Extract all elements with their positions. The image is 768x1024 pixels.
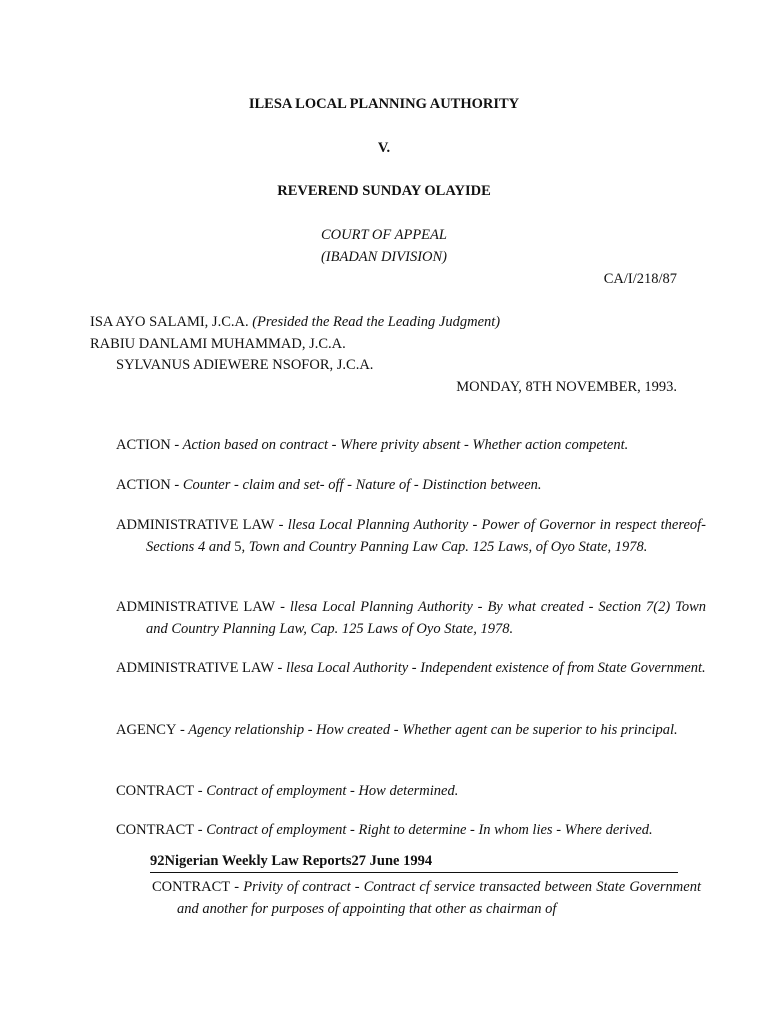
catchword-entry [116, 514, 706, 558]
judge-3: SYLVANUS ADIEWERE NSOFOR, J.C.A. [116, 357, 374, 373]
court-name: COURT OF APPEAL [321, 227, 447, 243]
entry-heading: ADMINISTRATIVE LAW [116, 660, 274, 676]
entry-heading: ADMINISTRATIVE LAW [116, 517, 275, 533]
entry-heading: ACTION [116, 477, 171, 493]
catchword-entry [116, 719, 706, 741]
entry-text: - llesa Local Planning Authority - Power of Governor in respect thereof- Sections 4 and [146, 517, 706, 555]
entry-heading: CONTRACT [152, 879, 231, 895]
header-rule [150, 872, 678, 873]
catchword-entry [116, 657, 706, 679]
entry-text: - llesa Local Planning Authority - By what created - Section 7(2) Town and Country Planning Law, Cap. 125 Laws of Oyo State, 1978. [146, 599, 706, 637]
entry-text: - Agency relationship - How created - Whether agent can be superior to his principal. [176, 722, 678, 738]
running-header: 92Nigerian Weekly Law Reports27 June 1994 [150, 853, 433, 869]
catchword-entry [152, 876, 701, 920]
entry-section-number: 5 [234, 539, 242, 555]
appellant-name: ILESA LOCAL PLANNING AUTHORITY [248, 96, 520, 112]
entry-text-continued: , Town and Country Panning Law Cap. 125 Laws, of Oyo State, 1978. [241, 539, 648, 555]
catchword-entry [116, 819, 706, 841]
catchword-entry [116, 474, 706, 496]
entry-heading: ACTION [116, 437, 171, 453]
entry-text: - Action based on contract - Where privity absent - Whether action competent. [170, 437, 629, 453]
entry-text: - llesa Local Authority - Independent existence of from State Government. [273, 660, 706, 676]
entry-text: - Privity of contract - Contract cf service transacted between State Government and another for purposes of appointing that other as chairman of [177, 879, 701, 917]
entry-heading: CONTRACT [116, 783, 195, 799]
entry-heading: ADMINISTRATIVE LAW [116, 599, 276, 615]
catchword-entry [116, 596, 706, 640]
respondent-name: REVEREND SUNDAY OLAYIDE [277, 183, 491, 199]
suit-number: CA/I/218/87 [603, 271, 677, 287]
judgment-date: MONDAY, 8TH NOVEMBER, 1993. [456, 379, 677, 395]
entry-heading: CONTRACT [116, 822, 195, 838]
versus-marker: V. [377, 140, 391, 156]
catchword-entry [116, 434, 706, 456]
entry-text: - Contract of employment - Right to determine - In whom lies - Where derived. [194, 822, 653, 838]
court-division: (IBADAN DIVISION) [320, 249, 448, 265]
entry-heading: AGENCY [116, 722, 177, 738]
judge-1-name: ISA AYO SALAMI, J.C.A. [90, 314, 249, 330]
entry-text: - Contract of employment - How determined. [194, 783, 459, 799]
entry-text: - Counter - claim and set- off - Nature of - Distinction between. [170, 477, 542, 493]
judge-1 [90, 314, 500, 331]
judge-1-note: (Presided the Read the Leading Judgment) [252, 314, 501, 330]
catchword-entry [116, 780, 706, 802]
judge-2: RABIU DANLAMI MUHAMMAD, J.C.A. [90, 336, 346, 352]
